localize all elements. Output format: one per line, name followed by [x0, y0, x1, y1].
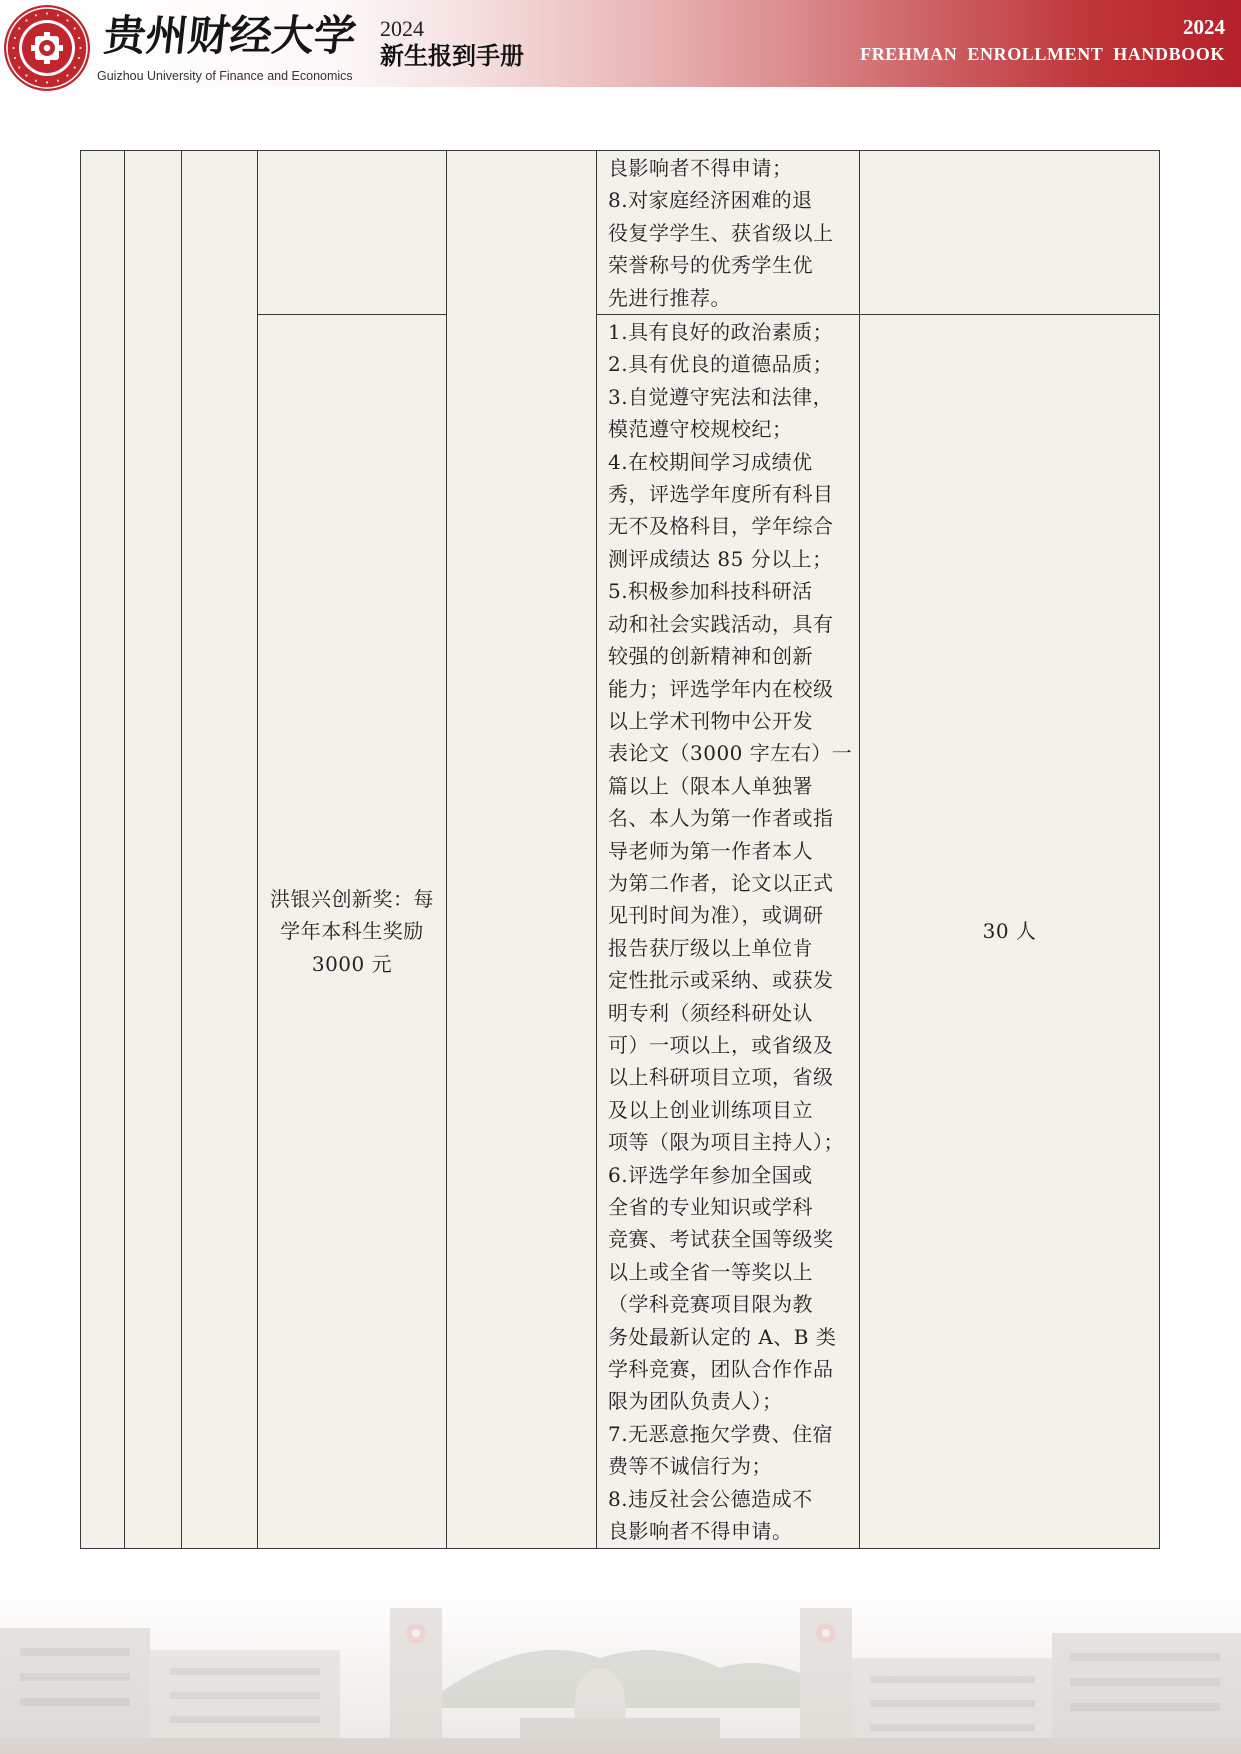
quota-text: 30 人 — [982, 919, 1037, 944]
university-name-en: Guizhou University of Finance and Economics — [97, 69, 353, 83]
criteria-line: 定性批示或采纳、或获发 — [608, 968, 834, 993]
award-line: 学年本科生奖励 — [280, 919, 424, 944]
criteria-text — [597, 151, 859, 314]
award-line: 洪银兴创新奖：每 — [270, 886, 434, 911]
award-cell — [258, 315, 447, 1549]
footer-gate-right — [800, 1608, 852, 1754]
criteria-line: 报告获厅级以上单位肯 — [608, 935, 813, 960]
criteria-line: 荣誉称号的优秀学生优 — [608, 253, 813, 278]
table-row — [81, 151, 1160, 315]
criteria-line: 6.评选学年参加全国或 — [608, 1162, 813, 1187]
criteria-line: 以上学术刊物中公开发 — [608, 708, 813, 733]
criteria-line: 先进行推荐。 — [608, 285, 731, 310]
award-line: 3000 元 — [311, 951, 393, 976]
criteria-line: 2.具有优良的道德品质； — [608, 352, 834, 377]
criteria-line: 役复学学生、获省级以上 — [608, 220, 834, 245]
page-header — [0, 0, 1241, 87]
criteria-line: 较强的创新精神和创新 — [608, 644, 813, 669]
criteria-line: 5.积极参加科技科研活 — [608, 579, 813, 604]
criteria-line: 导老师为第一作者本人 — [608, 838, 813, 863]
handbook-year: 2024 — [380, 16, 424, 41]
criteria-line: 及以上创业训练项目立 — [608, 1097, 813, 1122]
criteria-line: （学科竞赛项目限为教 — [608, 1292, 813, 1317]
criteria-line: 为第二作者，论文以正式 — [608, 870, 834, 895]
criteria-line: 篇以上（限本人单独署 — [608, 773, 813, 798]
criteria-line: 8.违反社会公德造成不 — [608, 1486, 813, 1511]
quota-cell — [860, 151, 1160, 315]
criteria-line: 4.在校期间学习成绩优 — [608, 449, 813, 474]
footer-campus-photo — [0, 1588, 1241, 1754]
criteria-line: 测评成绩达 85 分以上； — [608, 546, 833, 571]
criteria-line: 无不及格科目，学年综合 — [608, 514, 834, 539]
criteria-line: 可）一项以上，或省级及 — [608, 1032, 834, 1057]
criteria-cell — [597, 315, 860, 1549]
criteria-line: 良影响者不得申请。 — [608, 1519, 793, 1544]
criteria-line: 良影响者不得申请； — [608, 156, 793, 180]
criteria-line: 项等（限为项目主持人）； — [608, 1130, 844, 1155]
university-name-cn: 贵州财经大学 — [101, 11, 359, 60]
criteria-line: 1.具有良好的政治素质； — [608, 320, 834, 345]
criteria-line: 以上或全省一等奖以上 — [608, 1259, 813, 1284]
table-cell-empty — [447, 151, 597, 1549]
criteria-text — [597, 315, 859, 1547]
criteria-line: 8.对家庭经济困难的退 — [608, 188, 813, 213]
criteria-line: 务处最新认定的 A、B 类 — [608, 1324, 837, 1349]
header-right-year: 2024 — [1183, 15, 1225, 39]
criteria-line: 竞赛、考试获全国等级奖 — [608, 1227, 834, 1252]
criteria-line: 能力；评选学年内在校级 — [608, 676, 834, 701]
criteria-line: 模范遵守校规校纪； — [608, 417, 793, 442]
quota-cell — [860, 315, 1160, 1549]
footer-ground — [0, 1738, 1241, 1754]
criteria-line: 表论文（3000 字左右）一 — [608, 741, 853, 766]
table-cell-empty — [182, 151, 258, 1549]
criteria-line: 学科竞赛，团队合作作品 — [608, 1357, 834, 1382]
criteria-line: 7.无恶意拖欠学费、住宿 — [608, 1421, 834, 1446]
criteria-line: 名、本人为第一作者或指 — [608, 806, 834, 831]
table-cell-empty — [125, 151, 182, 1549]
award-text — [258, 883, 446, 980]
award-cell — [258, 151, 447, 315]
criteria-line: 3.自觉遵守宪法和法律， — [608, 384, 834, 409]
criteria-line: 全省的专业知识或学科 — [608, 1195, 813, 1219]
scholarship-table — [80, 150, 1160, 1549]
footer-gate-left — [390, 1608, 442, 1754]
criteria-line: 秀，评选学年度所有科目 — [608, 482, 834, 507]
handbook-title-cn: 新生报到手册 — [380, 41, 524, 70]
criteria-cell — [597, 151, 860, 315]
university-emblem-icon — [2, 3, 92, 93]
criteria-line: 费等不诚信行为； — [608, 1454, 772, 1479]
criteria-line: 动和社会实践活动，具有 — [608, 611, 834, 636]
header-right-title: FREHMAN ENROLLMENT HANDBOOK — [860, 44, 1225, 64]
criteria-line: 以上科研项目立项，省级 — [608, 1065, 834, 1090]
criteria-line: 限为团队负责人）； — [608, 1389, 783, 1414]
table-cell-empty — [81, 151, 125, 1549]
criteria-line: 明专利（须经科研处认 — [608, 1000, 813, 1025]
criteria-line: 见刊时间为准），或调研 — [608, 903, 824, 928]
